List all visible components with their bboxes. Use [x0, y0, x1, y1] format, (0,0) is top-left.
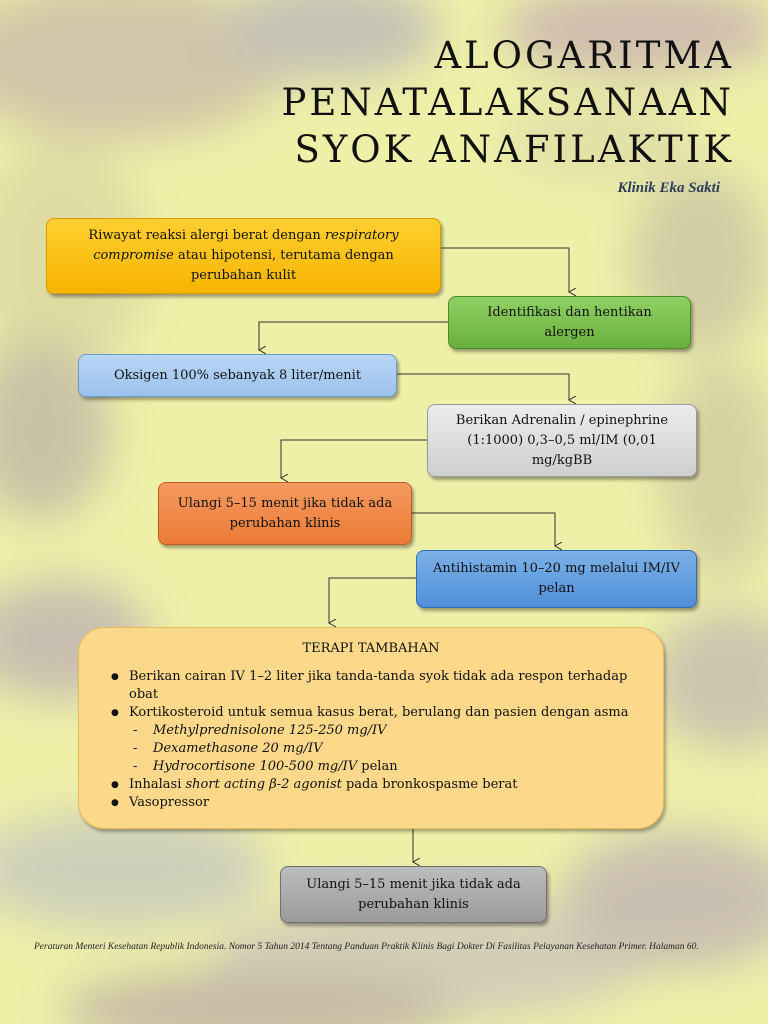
terapi-subitem-hydrocortisone: [111, 758, 643, 776]
terapi-subitem-dexamethasone: [111, 740, 643, 758]
step-ulangi-final: [280, 866, 547, 923]
step-identifikasi-alergen: [448, 296, 691, 349]
terapi-item-kortikosteroid: ● Kortikosteroid untuk semua kasus berat, berulang dan pasien dengan asma: [111, 704, 643, 722]
terapi-list: [111, 668, 643, 812]
dexamethasone-text: Dexamethasone 20 mg/IV: [153, 741, 323, 756]
connector-3-4: [397, 374, 569, 400]
connector-5-6: [412, 513, 555, 546]
step-oksigen: [78, 354, 397, 397]
step5-text: Ulangi 5–15 menit jika tidak ada perubahan klinis: [177, 495, 393, 531]
final-text: Ulangi 5–15 menit jika tidak ada perubahan klinis: [306, 876, 521, 912]
step-adrenalin: [427, 404, 697, 477]
terapi-item-inhalasi: [111, 776, 643, 794]
step-ulangi-1: [158, 482, 412, 545]
step1-text-a: Riwayat reaksi alergi berat dengan: [88, 228, 325, 243]
step6-text: Antihistamin 10–20 mg melalui IM/IV pelan: [433, 561, 680, 596]
connector-6-terapi: [329, 578, 416, 623]
step-riwayat-alergi: [46, 218, 441, 294]
reference-citation: Peraturan Menteri Kesehatan Republik Indonesia. Nomor 5 Tahun 2014 Tentang Panduan Praktik Klinis Bagi Dokter Di Fasilitas Pelayanan Kesehatan Primer. Halaman 60.: [34, 942, 699, 952]
inhalasi-prefix: Inhalasi: [129, 777, 186, 792]
inhalasi-italic: short acting β-2 agonist: [185, 777, 342, 792]
terapi-item-cairan: ● Berikan cairan IV 1–2 liter jika tanda-tanda syok tidak ada respon terhadap obat: [111, 668, 643, 704]
methylprednisolone-text: Methylprednisolone 125-250 mg/IV: [153, 723, 387, 738]
terapi-heading: TERAPI TAMBAHAN: [302, 641, 440, 656]
step3-text: Oksigen 100% sebanyak 8 liter/menit: [113, 367, 362, 383]
title-line-1: ALOGARITMA: [434, 34, 734, 77]
connector-4-5: [281, 440, 427, 478]
hydrocortisone-text: Hydrocortisone 100-500 mg/IV: [153, 759, 358, 774]
hydrocortisone-suffix: pelan: [357, 759, 398, 774]
step1-text-b: atau hipotensi, terutama dengan perubahan kulit: [173, 248, 394, 283]
connector-1-2: [441, 248, 569, 292]
step4-text: Berikan Adrenalin / epinephrine (1:1000) 0,3–0,5 ml/IM (0,01 mg/kgBB: [455, 412, 669, 468]
terapi-subitem-methylprednisolone: [111, 722, 643, 740]
step2-text: Identifikasi dan hentikan alergen: [487, 304, 652, 340]
terapi-item-vasopressor: ● Vasopressor: [111, 794, 643, 812]
terapi-tambahan-box: [78, 627, 664, 829]
step-riwayat-alergi-text: [61, 226, 426, 286]
step1-text-italic: respiratory compromise: [93, 228, 399, 263]
title-line-2: PENATALAKSANAAN: [281, 81, 734, 124]
inhalasi-suffix: pada bronkospasme berat: [341, 777, 518, 792]
step-antihistamin: [416, 550, 697, 608]
clinic-name: Klinik Eka Sakti: [617, 180, 720, 196]
connector-2-3: [259, 322, 448, 350]
title-line-3: SYOK ANAFILAKTIK: [294, 128, 734, 171]
